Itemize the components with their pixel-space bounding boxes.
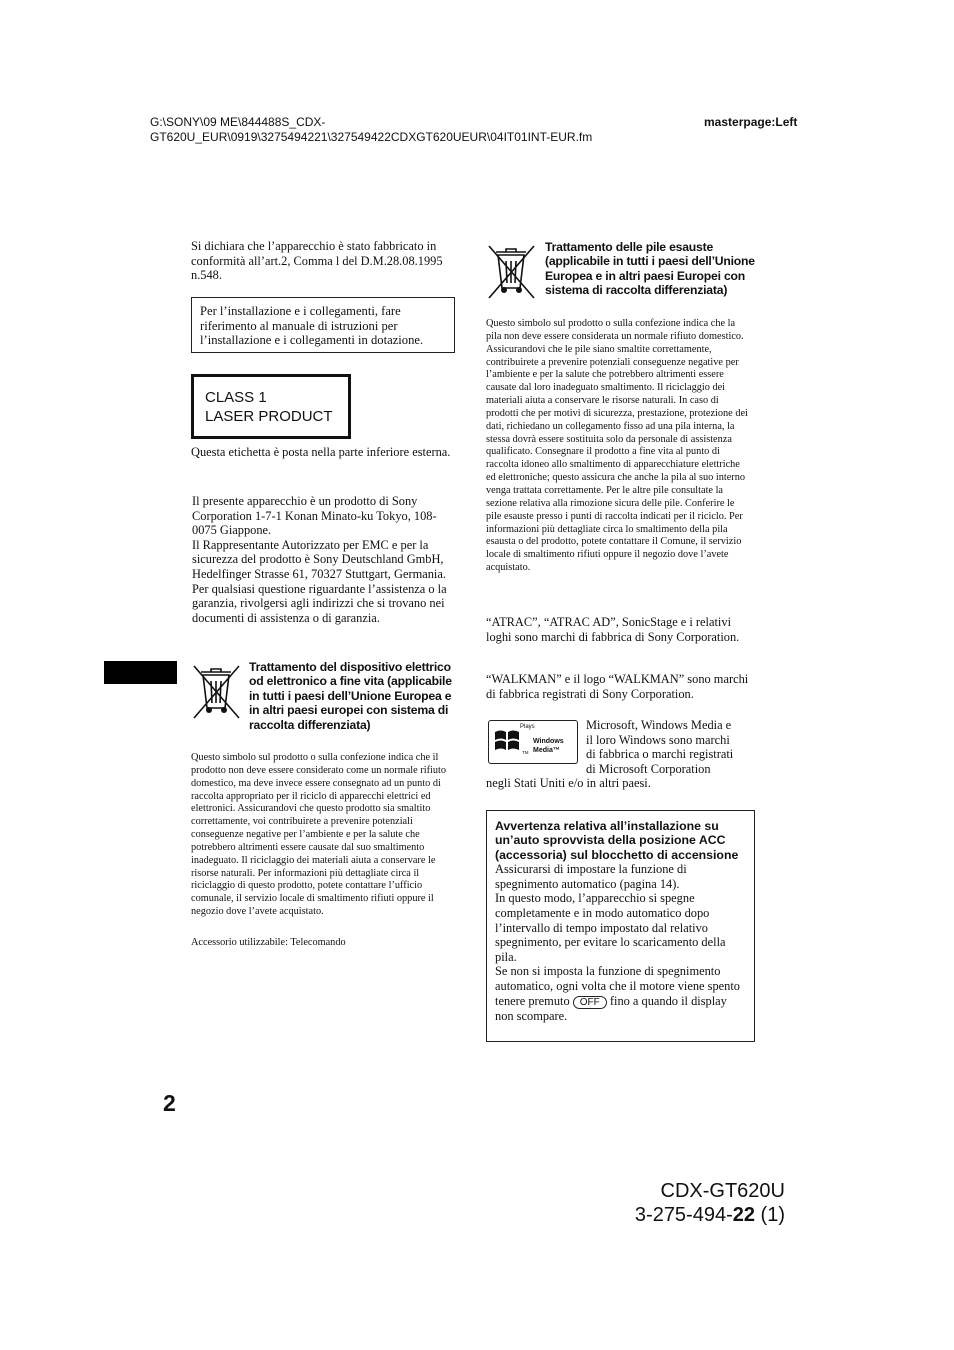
battery-body: Questo simbolo sul prodotto o sulla confezione indica che la pila non deve essere considerata un normale rifiuto domestico. Assicurandovi che le pile siano smaltite correttamente, contribuirete a prevenire potenziali conseguenze negative per l’ambiente e per la salute che potrebbero altrimenti essere causate dal loro inadeguato smaltimento. Il riciclaggio dei materiali aiuta a conservare le risorse naturali. In caso di prodotti che per motivi di sicurezza, prestazione, protezione dei dati, richiedano un collegamento fisso ad una pila interna, la stessa dovrà essere sostituita solo da personale di assistenza qualificato. Consegnare il prodotto a fine vita al punto di raccolta idoneo allo smaltimento di apparecchiature elettriche ed elettroniche; questo assicura che anche la pila al suo interno venga trattata correttamente. Per le altre pile consultate la sezione relativa alla rimozione sicura delle pile. Conferire le pile esauste presso i punti di raccolta indicati per il riciclo. Per informazioni più dettagliate circa lo smaltimento della pila esausta o del prodotto, potete contattare il Comune, il servizio locale di smaltimento rifiuti oppure il negozio dove l’avete acquistato. (486, 318, 748, 574)
model-name: CDX-GT620U (660, 1180, 785, 1202)
acc-warning-p3-start: Se non si imposta la funzione di spegnimento automatico, ogni volta che il motore viene spento tenere premuto (495, 964, 740, 1008)
manufacturer-text: Il presente apparecchio è un prodotto di Sony Corporation 1-7-1 Konan Minato-ku Tokyo, 108-0075 Giappone. (192, 494, 437, 538)
manufacturer-info (192, 494, 458, 625)
battery-heading: Trattamento delle pile esauste (applicabile in tutti i paesi dell’Unione Europea e in altri paesi Europei con sistema di raccolta differenziata) (545, 240, 755, 298)
weee-heading: Trattamento del dispositivo elettrico od elettronico a fine vita (applicabile in tutti i paesi dell’Unione Europea e in altri paesi europei con sistema di raccolta differenziata) (249, 660, 452, 732)
representative-text: Il Rappresentante Autorizzato per EMC e per la sicurezza del prodotto è Sony Deutschland GmbH, Hedelfinger Strasse 61, 70327 Stuttgart, Germania. Per qualsiasi questione riguardante l’assistenza o la garanzia, rivolgersi agli indirizzi che si trovano nei documenti di assistenza o di garanzia. (192, 537, 447, 625)
file-path (150, 115, 592, 145)
page-number: 2 (163, 1090, 176, 1116)
acc-warning-p2: In questo modo, l’apparecchio si spegne completamente e in modo automatico dopo l’intervallo di tempo impostato dal relativo spegnimento, per evitare lo scaricamento della pila. (495, 891, 726, 964)
acc-warning-p3-end: fino a quando il display non scompare. (495, 993, 727, 1023)
microsoft-trademark-a (586, 718, 756, 776)
acc-warning-p1: Assicurarsi di impostare la funzione di spegnimento automatico (pagina 14). (495, 862, 687, 891)
weee-body: Questo simbolo sul prodotto o sulla confezione indica che il prodotto non deve essere considerato come un normale rifiuto domestico, ma deve invece essere consegnato ad un punto di raccolta appropriato per il riciclo di apparecchi elettrici ed elettronici. Assicurandovi che questo prodotto sia smaltito correttamente, voi contribuirete a prevenire potenziali conseguenze negative per l’ambiente e per la salute che potrebbero altrimenti essere causate dal suo smaltimento inadeguato. Il riciclaggio dei materiali aiuta a conservare le risorse naturali. Per informazioni più dettagliate circa il riciclaggio di questo prodotto, potete contattare l’ufficio comunale, il servizio locale di smaltimento rifiuti oppure il negozio dove l’avete acquistato. (191, 752, 447, 918)
acc-warning-box (486, 810, 755, 1042)
microsoft-line-4: di Microsoft Corporation (586, 761, 711, 776)
part-code-prefix: 3-275-494- (634, 1204, 733, 1226)
install-note-box (191, 297, 455, 353)
wm-logo-windows: Windows (533, 738, 564, 745)
crossed-bin-icon (191, 662, 243, 720)
acc-warning-title: Avvertenza relativa all’installazione su un’auto sprovvista della posizione ACC (accessoria) sul blocchetto di accensione (495, 819, 739, 862)
microsoft-line-3: di fabbrica o marchi registrati (586, 747, 734, 762)
wm-logo-media: Media™ (533, 747, 560, 754)
file-path-line-2: GT620U_EUR\0919\3275494221\327549422CDXGT620UEUR\04IT01INT-EUR.fm (150, 130, 593, 144)
windows-media-logo (488, 720, 578, 764)
part-code-bold: 22 (732, 1204, 755, 1226)
battery-bin-icon (486, 242, 538, 300)
masterpage-label: masterpage:Left (704, 115, 798, 129)
microsoft-line-2: il loro Windows sono marchi (586, 732, 730, 747)
conformity-text: Si dichiara che l’apparecchio è stato fabbricato in conformità all’art.2, Comma l del D.M.28.08.1995 n.548. (191, 239, 443, 283)
off-button-label: OFF (573, 996, 607, 1009)
acc-warning-p3 (495, 964, 747, 1023)
install-note-text: Per l’installazione e i collegamenti, fare riferimento al manuale di istruzioni per l’installazione e i collegamenti in dotazione. (200, 304, 424, 348)
wm-logo-tm: TM (522, 750, 529, 755)
laser-line-2: LASER PRODUCT (205, 408, 333, 425)
microsoft-line-1: Microsoft, Windows Media e (586, 718, 732, 732)
atrac-trademark: “ATRAC”, “ATRAC AD”, SonicStage e i relativi loghi sono marchi di fabbrica di Sony Corporation. (486, 615, 740, 644)
windows-flag-icon (494, 728, 520, 754)
label-note: Questa etichetta è posta nella parte inferiore esterna. (191, 445, 451, 459)
accessory-note: Accessorio utilizzabile: Telecomando (191, 937, 346, 948)
laser-label (191, 374, 351, 439)
part-code (635, 1204, 785, 1227)
laser-line-1: CLASS 1 (205, 389, 267, 406)
walkman-trademark: “WALKMAN” e il logo “WALKMAN” sono marchi di fabbrica registrati di Sony Corporation. (486, 672, 749, 701)
file-path-line-1: G:\SONY\09 ME\844488S_CDX- (150, 115, 326, 129)
wm-logo-plays: Plays (520, 724, 535, 730)
section-tab (104, 661, 177, 684)
microsoft-line-5: negli Stati Uniti e/o in altri paesi. (486, 776, 651, 790)
part-code-suffix: (1) (755, 1204, 785, 1226)
